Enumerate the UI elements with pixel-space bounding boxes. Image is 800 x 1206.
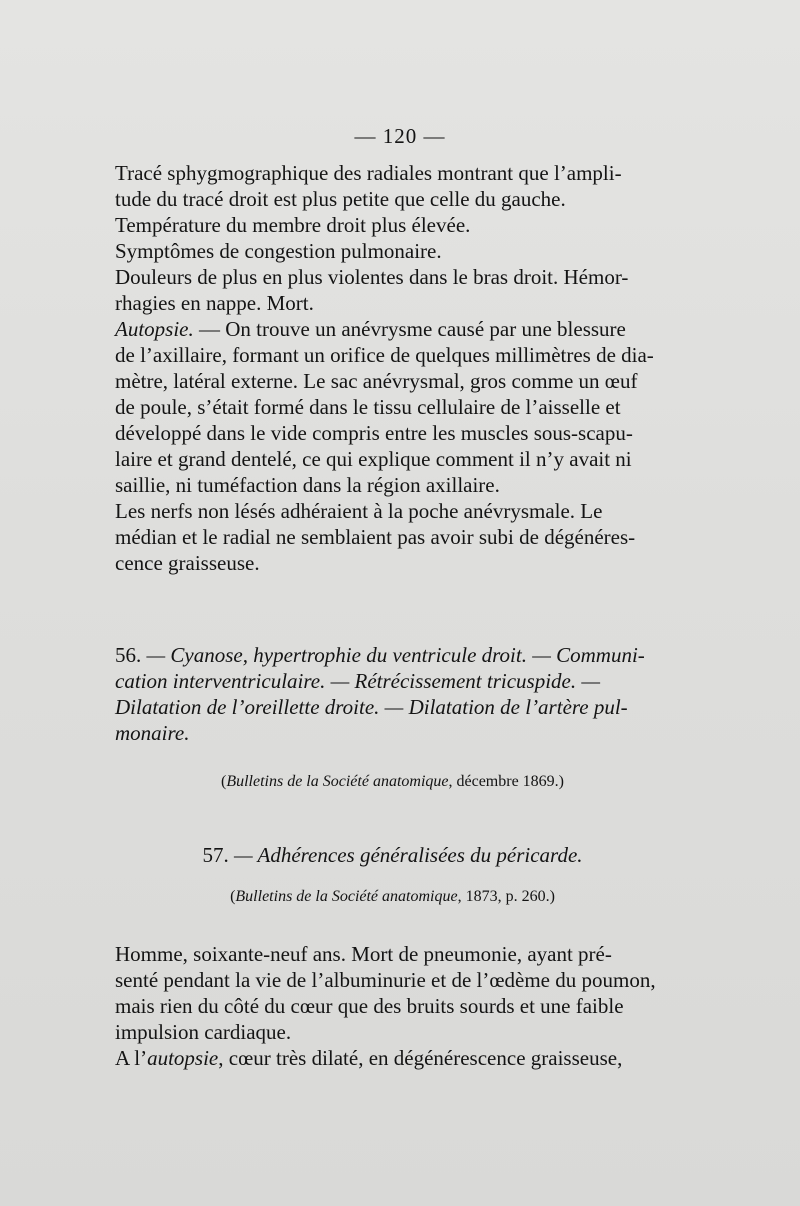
obs56-title-line: monaire. [115, 721, 190, 745]
text-line: tude du tracé droit est plus petite que celle du gauche. [115, 187, 566, 211]
text-line: senté pendant la vie de l’albuminurie et de l’œdème du poumon, [115, 968, 656, 992]
obs57-title: — Adhérences généralisées du péricarde. [228, 843, 583, 867]
text-line: laire et grand dentelé, ce qui explique comment il n’y avait ni [115, 447, 632, 471]
text-line: Les nerfs non lésés adhéraient à la poche anévrysmale. Le [115, 499, 603, 523]
autopsy-label: Autopsie. [115, 317, 194, 341]
text-line: rhagies en nappe. Mort. [115, 291, 314, 315]
obs56-title-line: Dilatation de l’oreillette droite. — Dilatation de l’artère pul- [115, 695, 628, 719]
text-line: mais rien du côté du cœur que des bruits sourds et une faible [115, 994, 624, 1018]
autopsy-word: autopsie [147, 1046, 219, 1070]
observation-number: 56. [115, 643, 142, 667]
autopsy-line: A l’autopsie, cœur très dilaté, en dégénérescence graisseuse, [115, 1046, 623, 1070]
journal-name: Bulletins de la Société anatomique [235, 888, 458, 905]
autopsy-line [115, 316, 670, 342]
text-line: Homme, soixante-neuf ans. Mort de pneumonie, ayant pré- [115, 942, 612, 966]
text-line: médian et le radial ne semblaient pas avoir subi de dégénéres- [115, 525, 636, 549]
text-line: de poule, s’était formé dans le tissu cellulaire de l’aisselle et [115, 395, 621, 419]
observation-57-body [115, 941, 670, 1071]
text-line: impulsion cardiaque. [115, 1020, 292, 1044]
journal-name: Bulletins de la Société anatomique [226, 773, 449, 790]
observation-number: 57. [202, 843, 229, 867]
text-line: de l’axillaire, formant un orifice de quelques millimètres de dia- [115, 343, 654, 367]
page-number: — 120 — [354, 124, 446, 148]
text-line: Douleurs de plus en plus violentes dans le bras droit. Hémor- [115, 265, 629, 289]
observation-57-reference: (Bulletins de la Société anatomique, 1873, p. 260.) [230, 888, 555, 905]
observation-56-reference: (Bulletins de la Société anatomique, décembre 1869.) [220, 773, 564, 790]
obs56-title-line: cation interventriculaire. — Rétrécissement tricuspide. — [115, 669, 601, 693]
text-line: mètre, latéral externe. Le sac anévrysmal, gros comme un œuf [115, 369, 638, 393]
autopsy-text: — On trouve un anévrysme causé par une blessure [193, 317, 626, 341]
text-line: Tracé sphygmographique des radiales montrant que l’ampli- [115, 161, 622, 185]
observation-56-title [115, 642, 670, 746]
observation-57-title [115, 842, 670, 868]
obs56-title-line: 56. — Cyanose, hypertrophie du ventricule droit. — Communi- [115, 643, 645, 667]
text-line: développé dans le vide compris entre les muscles sous-scapu- [115, 421, 633, 445]
text-line: cence graisseuse. [115, 551, 260, 575]
text-line: Température du membre droit plus élevée. [115, 213, 471, 237]
text-line: Symptômes de congestion pulmonaire. [115, 239, 442, 263]
text-line: saillie, ni tuméfaction dans la région axillaire. [115, 473, 500, 497]
clinical-notes [115, 160, 670, 576]
